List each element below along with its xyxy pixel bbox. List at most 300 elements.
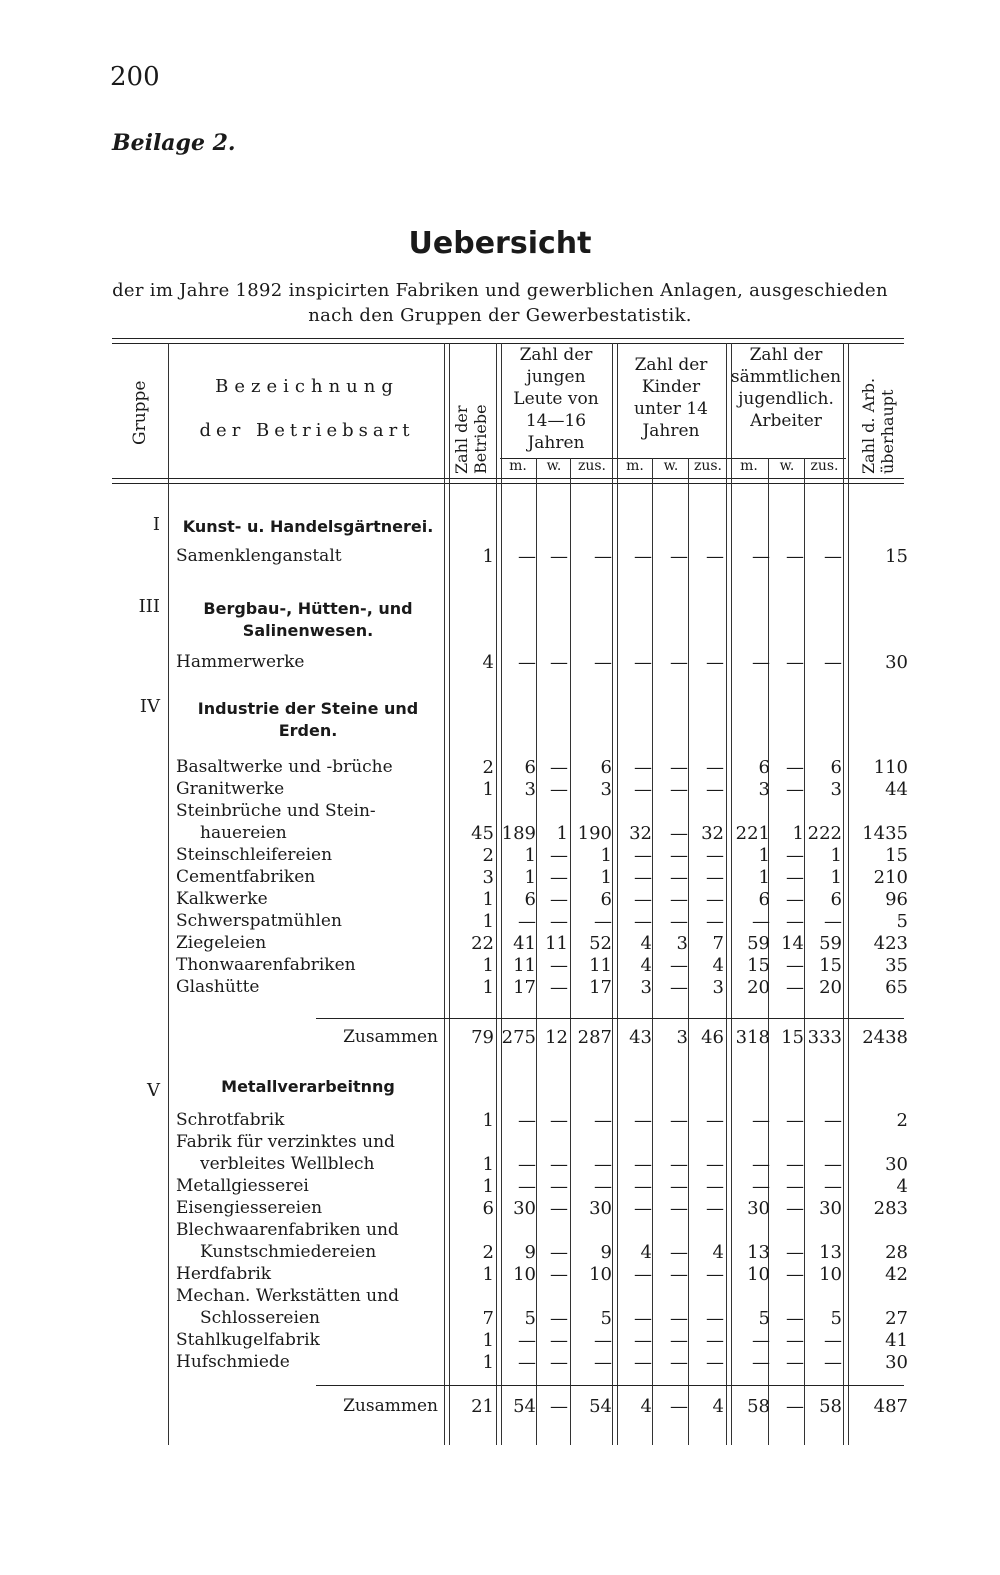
row-cell: — — [594, 1176, 612, 1197]
total-cell: 54 — [589, 1396, 612, 1417]
row-cell: — — [824, 1176, 842, 1197]
row-label: Granitwerke — [176, 779, 285, 799]
row-cell: — — [550, 652, 568, 673]
row-cell: 30 — [885, 1352, 908, 1373]
row-cell: — — [786, 867, 804, 888]
row-cell: — — [706, 867, 724, 888]
row-cell: — — [550, 1110, 568, 1131]
subheader-zus: zus. — [810, 458, 839, 474]
row-cell: 6 — [482, 1198, 494, 1219]
row-cell: — — [706, 845, 724, 866]
total-cell: 46 — [701, 1027, 724, 1048]
row-cell: 30 — [885, 652, 908, 673]
subheader-w: w. — [546, 458, 562, 474]
row-cell: — — [706, 1264, 724, 1285]
row-cell: — — [518, 1110, 536, 1131]
row-cell: 210 — [873, 867, 908, 888]
row-cell: — — [706, 779, 724, 800]
row-cell: — — [752, 1330, 770, 1351]
row-cell: — — [670, 845, 688, 866]
row-cell: — — [634, 1110, 652, 1131]
row-label: Steinbrüche und Stein- — [176, 801, 376, 821]
total-cell: 58 — [747, 1396, 770, 1417]
row-cell: — — [786, 1330, 804, 1351]
row-cell: — — [550, 911, 568, 932]
row-cell: — — [786, 1242, 804, 1263]
row-cell: 5 — [896, 911, 908, 932]
group-name: Erden. — [278, 721, 338, 740]
total-cell: 4 — [640, 1396, 652, 1417]
row-cell: 11 — [589, 955, 612, 976]
row-cell: 3 — [482, 867, 494, 888]
row-cell: — — [670, 1330, 688, 1351]
row-cell: — — [786, 1198, 804, 1219]
row-cell: — — [786, 889, 804, 910]
subtitle-line-2: nach den Gruppen der Gewerbestatistik. — [308, 305, 692, 326]
header-bottom-rule — [112, 478, 904, 479]
row-cell: 30 — [885, 1154, 908, 1175]
row-cell: — — [670, 546, 688, 567]
row-cell: 110 — [873, 757, 908, 778]
row-cell: 15 — [819, 955, 842, 976]
row-cell: — — [670, 867, 688, 888]
header-bezeichnung-1: Bezeichnung — [215, 376, 399, 397]
total-label: Zusammen — [343, 1027, 438, 1047]
row-cell: 65 — [885, 977, 908, 998]
row-cell: 30 — [513, 1198, 536, 1219]
row-cell: — — [824, 1110, 842, 1131]
total-label: Zusammen — [343, 1396, 438, 1416]
row-cell: — — [550, 1352, 568, 1373]
total-cell: 2438 — [862, 1027, 908, 1048]
row-cell: — — [594, 911, 612, 932]
row-cell: — — [634, 1264, 652, 1285]
row-label: Ziegeleien — [176, 933, 267, 953]
total-cell: 287 — [577, 1027, 612, 1048]
row-cell: — — [670, 757, 688, 778]
row-cell: 4 — [640, 955, 652, 976]
row-cell: 4 — [640, 1242, 652, 1263]
row-cell: — — [706, 1330, 724, 1351]
row-cell: — — [752, 1154, 770, 1175]
row-cell: 3 — [758, 779, 770, 800]
row-cell: 6 — [524, 889, 536, 910]
group-numeral: IV — [139, 696, 160, 717]
row-cell: 7 — [482, 1308, 494, 1329]
row-cell: 1 — [482, 1264, 494, 1285]
row-cell: — — [518, 652, 536, 673]
row-cell: 59 — [819, 933, 842, 954]
row-cell: 189 — [501, 823, 536, 844]
subheader-m: m. — [740, 458, 758, 474]
row-cell: — — [752, 1352, 770, 1373]
page-title: Uebersicht — [408, 226, 592, 261]
row-cell: 20 — [819, 977, 842, 998]
row-cell: 6 — [524, 757, 536, 778]
row-cell: — — [518, 1330, 536, 1351]
row-cell: 30 — [747, 1198, 770, 1219]
subcolumn-divider — [652, 458, 653, 1445]
row-cell: 2 — [482, 1242, 494, 1263]
row-cell: — — [634, 1330, 652, 1351]
row-cell: 7 — [712, 933, 724, 954]
row-cell: 10 — [747, 1264, 770, 1285]
row-cell: — — [786, 1308, 804, 1329]
row-label: Eisengiessereien — [176, 1198, 323, 1218]
row-cell: — — [518, 1352, 536, 1373]
row-cell: 1 — [758, 845, 770, 866]
row-cell: 6 — [830, 757, 842, 778]
row-cell: — — [670, 977, 688, 998]
row-label: verbleites Wellblech — [200, 1154, 375, 1174]
row-cell: — — [824, 546, 842, 567]
row-label: Metallgiesserei — [176, 1176, 309, 1196]
row-cell: — — [634, 889, 652, 910]
row-cell: — — [550, 757, 568, 778]
row-cell: 3 — [830, 779, 842, 800]
row-cell: 17 — [513, 977, 536, 998]
subcolumn-divider — [570, 458, 571, 1445]
row-cell: — — [550, 1330, 568, 1351]
row-cell: — — [670, 652, 688, 673]
row-cell: 6 — [600, 889, 612, 910]
row-cell: — — [786, 1110, 804, 1131]
row-cell: 283 — [873, 1198, 908, 1219]
row-cell: 1 — [482, 1330, 494, 1351]
row-cell: — — [786, 652, 804, 673]
row-cell: 1 — [482, 546, 494, 567]
row-cell: — — [550, 546, 568, 567]
row-cell: — — [518, 1154, 536, 1175]
row-cell: 96 — [885, 889, 908, 910]
row-cell: 44 — [885, 779, 908, 800]
row-cell: 11 — [545, 933, 568, 954]
row-cell: 32 — [701, 823, 724, 844]
subtitle-line-1: der im Jahre 1892 inspicirten Fabriken und gewerblichen Anlagen, ausgeschieden — [112, 280, 888, 301]
row-cell: 13 — [819, 1242, 842, 1263]
saemmtl-divider — [843, 343, 849, 1445]
row-cell: 222 — [807, 823, 842, 844]
row-cell: 1 — [758, 867, 770, 888]
row-cell: — — [752, 546, 770, 567]
row-cell: 5 — [524, 1308, 536, 1329]
row-cell: — — [824, 1330, 842, 1351]
header-saemmtliche: Zahl der sämmtlichen jugendlich. Arbeiter — [730, 345, 842, 431]
appendix-label: Beilage 2. — [112, 130, 236, 156]
row-cell: 1 — [482, 889, 494, 910]
row-cell: — — [634, 779, 652, 800]
header-top-rule — [112, 338, 904, 339]
row-cell: — — [670, 1110, 688, 1131]
total-cell: 21 — [471, 1396, 494, 1417]
total-cell: 79 — [471, 1027, 494, 1048]
header-bottom-rule-2 — [112, 483, 904, 484]
group-name: Bergbau-, Hütten-, und — [203, 599, 413, 618]
row-cell: — — [594, 1110, 612, 1131]
row-cell: — — [752, 911, 770, 932]
gruppe-divider — [168, 343, 169, 1445]
row-cell: 6 — [758, 757, 770, 778]
row-label: Mechan. Werkstätten und — [176, 1286, 399, 1306]
row-cell: 6 — [830, 889, 842, 910]
row-cell: — — [706, 911, 724, 932]
row-cell: — — [594, 652, 612, 673]
row-cell: — — [550, 1242, 568, 1263]
row-cell: 10 — [513, 1264, 536, 1285]
header-gruppe: Gruppe — [130, 380, 150, 445]
total-cell: 333 — [807, 1027, 842, 1048]
row-cell: — — [752, 652, 770, 673]
row-cell: 1 — [482, 1176, 494, 1197]
row-cell: 13 — [747, 1242, 770, 1263]
total-cell: — — [786, 1396, 804, 1417]
row-cell: 10 — [819, 1264, 842, 1285]
row-cell: — — [824, 1352, 842, 1373]
row-cell: 5 — [758, 1308, 770, 1329]
row-cell: 2 — [896, 1110, 908, 1131]
row-cell: 59 — [747, 933, 770, 954]
subheader-m: m. — [509, 458, 527, 474]
row-cell: — — [670, 889, 688, 910]
row-cell: — — [550, 977, 568, 998]
row-cell: 1 — [482, 1110, 494, 1131]
row-label: Herdfabrik — [176, 1264, 272, 1284]
row-cell: 6 — [758, 889, 770, 910]
row-cell: 3 — [524, 779, 536, 800]
row-cell: 30 — [589, 1198, 612, 1219]
row-cell: — — [550, 955, 568, 976]
sum-rule — [316, 1018, 904, 1019]
row-cell: — — [634, 1198, 652, 1219]
total-cell: 275 — [501, 1027, 536, 1048]
total-cell: 12 — [545, 1027, 568, 1048]
row-cell: 22 — [471, 933, 494, 954]
row-label: Cementfabriken — [176, 867, 316, 887]
row-cell: — — [786, 845, 804, 866]
row-cell: 1 — [482, 779, 494, 800]
row-label: Steinschleifereien — [176, 845, 333, 865]
row-cell: — — [706, 1198, 724, 1219]
row-cell: 221 — [735, 823, 770, 844]
row-cell: — — [706, 889, 724, 910]
row-cell: — — [518, 1176, 536, 1197]
row-cell: — — [670, 779, 688, 800]
row-label: Glashütte — [176, 977, 260, 997]
row-cell: 1 — [556, 823, 568, 844]
group-name: Kunst- u. Handelsgärtnerei. — [182, 517, 434, 536]
page-number: 200 — [110, 62, 160, 92]
row-label: Blechwaarenfabriken und — [176, 1220, 399, 1240]
total-cell: 318 — [735, 1027, 770, 1048]
row-cell: 1 — [482, 977, 494, 998]
row-cell: 3 — [712, 977, 724, 998]
row-cell: 2 — [482, 757, 494, 778]
row-cell: 4 — [712, 955, 724, 976]
row-cell: 41 — [513, 933, 536, 954]
row-cell: — — [670, 1176, 688, 1197]
row-cell: — — [550, 779, 568, 800]
row-cell: 1 — [792, 823, 804, 844]
row-cell: — — [824, 911, 842, 932]
row-cell: 41 — [885, 1330, 908, 1351]
row-cell: — — [550, 845, 568, 866]
row-cell: — — [634, 546, 652, 567]
row-label: Samenklenganstalt — [176, 546, 342, 566]
row-cell: 14 — [781, 933, 804, 954]
row-cell: — — [634, 911, 652, 932]
group-name: Metallverarbeitnng — [221, 1077, 395, 1096]
row-cell: 45 — [471, 823, 494, 844]
row-cell: — — [634, 1176, 652, 1197]
row-cell: — — [670, 911, 688, 932]
row-cell: 15 — [885, 845, 908, 866]
total-cell: 54 — [513, 1396, 536, 1417]
row-cell: — — [550, 889, 568, 910]
row-cell: 52 — [589, 933, 612, 954]
row-cell: — — [752, 1176, 770, 1197]
row-cell: 1 — [482, 955, 494, 976]
row-cell: 5 — [830, 1308, 842, 1329]
row-cell: 9 — [600, 1242, 612, 1263]
row-cell: — — [634, 845, 652, 866]
row-cell: — — [706, 652, 724, 673]
row-cell: 1 — [524, 845, 536, 866]
row-cell: 15 — [747, 955, 770, 976]
row-label: Schlossereien — [200, 1308, 320, 1328]
row-cell: 11 — [513, 955, 536, 976]
row-cell: — — [634, 1154, 652, 1175]
header-zahl-betriebe: Zahl der Betriebe — [452, 404, 490, 474]
row-cell: — — [634, 1308, 652, 1329]
row-cell: 4 — [712, 1242, 724, 1263]
row-cell: 27 — [885, 1308, 908, 1329]
total-cell: 487 — [873, 1396, 908, 1417]
row-cell: — — [550, 867, 568, 888]
row-cell: — — [670, 1308, 688, 1329]
row-label: Hufschmiede — [176, 1352, 290, 1372]
group-name: Industrie der Steine und — [197, 699, 419, 718]
row-cell: — — [670, 1198, 688, 1219]
group-numeral: V — [147, 1080, 160, 1101]
row-cell: 30 — [819, 1198, 842, 1219]
group-numeral: III — [138, 596, 160, 617]
row-cell: — — [634, 757, 652, 778]
total-cell: — — [670, 1396, 688, 1417]
row-label: Basaltwerke und -brüche — [176, 757, 393, 777]
row-cell: 28 — [885, 1242, 908, 1263]
row-cell: — — [594, 1154, 612, 1175]
total-cell: 3 — [676, 1027, 688, 1048]
subcolumn-divider — [536, 458, 537, 1445]
row-cell: — — [786, 911, 804, 932]
row-cell: — — [550, 1176, 568, 1197]
row-cell: 9 — [524, 1242, 536, 1263]
row-cell: — — [594, 546, 612, 567]
sum-rule — [316, 1385, 904, 1386]
row-cell: — — [786, 955, 804, 976]
subheader-w: w. — [779, 458, 795, 474]
row-cell: — — [752, 1110, 770, 1131]
row-cell: 20 — [747, 977, 770, 998]
row-label: hauereien — [200, 823, 287, 843]
row-cell: 1 — [524, 867, 536, 888]
subheader-zus: zus. — [577, 458, 607, 474]
row-cell: — — [550, 1308, 568, 1329]
row-label: Thonwaarenfabriken — [176, 955, 356, 975]
header-arbeiter-ueberhaupt: Zahl d. Arb. überhaupt — [859, 377, 897, 474]
row-cell: — — [824, 652, 842, 673]
subheader-zus: zus. — [693, 458, 723, 474]
row-cell: 190 — [577, 823, 612, 844]
total-cell: — — [550, 1396, 568, 1417]
row-cell: — — [594, 1352, 612, 1373]
header-kinder: Zahl der Kinder unter 14 Jahren — [634, 355, 708, 441]
row-cell: — — [670, 1154, 688, 1175]
row-cell: — — [706, 757, 724, 778]
total-cell: 43 — [629, 1027, 652, 1048]
header-jungen-leute: Zahl der jungen Leute von 14—16 Jahren — [513, 345, 599, 453]
row-cell: — — [670, 823, 688, 844]
group-name: Salinenwesen. — [242, 621, 374, 640]
row-label: Kalkwerke — [176, 889, 268, 909]
row-cell: — — [786, 779, 804, 800]
row-cell: 3 — [676, 933, 688, 954]
row-cell: 5 — [600, 1308, 612, 1329]
subheader-w: w. — [663, 458, 679, 474]
row-cell: 2 — [482, 845, 494, 866]
row-cell: — — [706, 1176, 724, 1197]
row-cell: — — [786, 977, 804, 998]
row-cell: — — [550, 1198, 568, 1219]
total-cell: 15 — [781, 1027, 804, 1048]
row-cell: — — [550, 1264, 568, 1285]
row-label: Kunstschmiedereien — [200, 1242, 377, 1262]
row-label: Stahlkugelfabrik — [176, 1330, 320, 1350]
row-label: Hammerwerke — [176, 652, 305, 672]
row-cell: — — [634, 867, 652, 888]
row-cell: 1 — [482, 1352, 494, 1373]
row-cell: 1 — [830, 867, 842, 888]
row-cell: 1 — [830, 845, 842, 866]
row-cell: — — [786, 1154, 804, 1175]
row-label: Fabrik für verzinktes und — [176, 1132, 395, 1152]
row-cell: 4 — [896, 1176, 908, 1197]
subcolumn-divider — [804, 458, 805, 1445]
row-cell: — — [706, 1154, 724, 1175]
row-cell: — — [786, 546, 804, 567]
row-cell: — — [634, 1352, 652, 1373]
row-cell: 1 — [600, 845, 612, 866]
row-cell: 10 — [589, 1264, 612, 1285]
row-cell: 32 — [629, 823, 652, 844]
row-cell: — — [706, 1352, 724, 1373]
row-cell: — — [670, 955, 688, 976]
row-cell: — — [706, 1110, 724, 1131]
row-cell: — — [634, 652, 652, 673]
subcolumn-divider — [688, 458, 689, 1445]
row-cell: — — [550, 1154, 568, 1175]
row-cell: 17 — [589, 977, 612, 998]
row-label: Schwerspatmühlen — [176, 911, 342, 931]
row-label: Schrotfabrik — [176, 1110, 285, 1130]
row-cell: 4 — [640, 933, 652, 954]
row-cell: 1 — [600, 867, 612, 888]
row-cell: — — [518, 911, 536, 932]
row-cell: — — [786, 1264, 804, 1285]
row-cell: 1435 — [862, 823, 908, 844]
row-cell: 4 — [482, 652, 494, 673]
row-cell: 1 — [482, 911, 494, 932]
